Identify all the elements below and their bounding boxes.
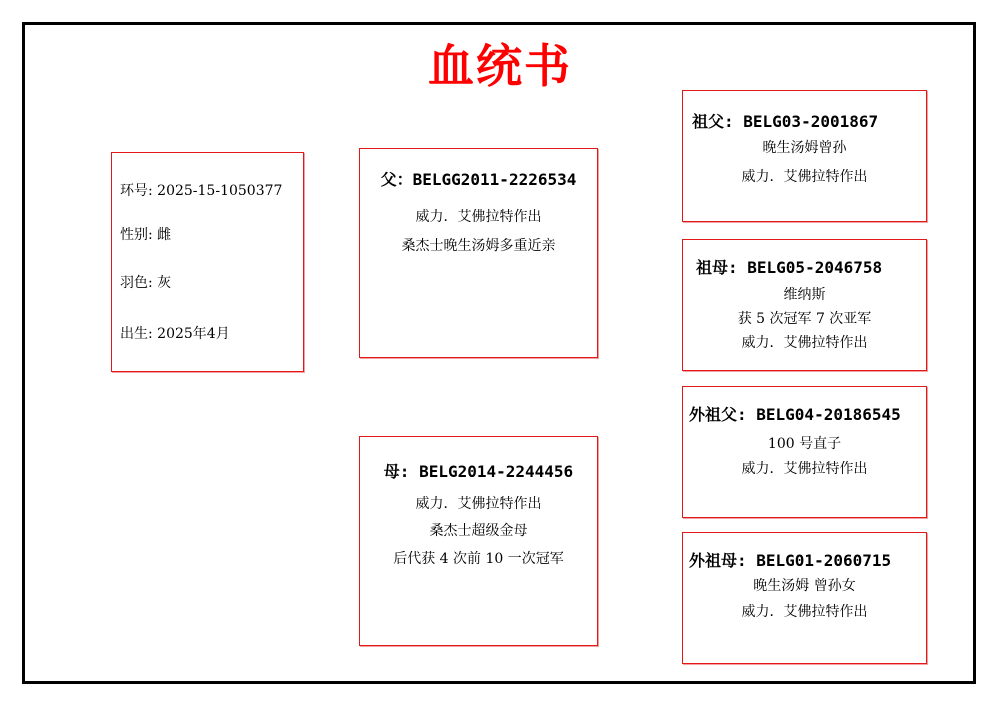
father-line: 威力．艾佛拉特作出 bbox=[415, 209, 542, 225]
mother-heading: 母: BELG2014-2244456 bbox=[383, 462, 574, 481]
paternal-grandmother-line: 威力．艾佛拉特作出 bbox=[741, 335, 868, 351]
maternal-grandfather-line: 100 号直子 bbox=[767, 436, 842, 452]
paternal-grandfather-heading: 祖父: BELG03-2001867 bbox=[692, 112, 879, 131]
paternal-grandmother-line: 维纳斯 bbox=[783, 287, 826, 303]
ring-number: 环号: 2025-15-1050377 bbox=[120, 183, 283, 199]
mother-line: 后代获 4 次前 10 一次冠军 bbox=[393, 551, 564, 567]
paternal-grandfather-line: 威力．艾佛拉特作出 bbox=[741, 169, 868, 185]
father-card bbox=[359, 148, 598, 358]
page-title: 血统书 bbox=[428, 39, 572, 93]
sex: 性别: 雌 bbox=[120, 227, 172, 243]
maternal-grandfather-line: 威力．艾佛拉特作出 bbox=[741, 461, 868, 477]
maternal-grandmother-line: 威力．艾佛拉特作出 bbox=[741, 604, 868, 620]
paternal-grandmother-line: 获 5 次冠军 7 次亚军 bbox=[737, 311, 872, 327]
birth-date: 出生: 2025年4月 bbox=[120, 326, 230, 342]
maternal-grandmother-heading: 外祖母: BELG01-2060715 bbox=[689, 551, 892, 570]
feather-color: 羽色: 灰 bbox=[120, 275, 172, 291]
maternal-grandmother-card bbox=[682, 532, 927, 664]
mother-card bbox=[359, 436, 598, 646]
mother-line: 桑杰士超级金母 bbox=[429, 523, 528, 539]
bird-info-card bbox=[111, 152, 304, 372]
maternal-grandmother-line: 晚生汤姆 曾孙女 bbox=[753, 578, 856, 594]
paternal-grandfather-card bbox=[682, 90, 927, 222]
maternal-grandfather-heading: 外祖父: BELG04-20186545 bbox=[689, 405, 901, 424]
paternal-grandmother-heading: 祖母: BELG05-2046758 bbox=[696, 258, 883, 277]
maternal-grandfather-card bbox=[682, 386, 927, 518]
paternal-grandfather-line: 晚生汤姆曾孙 bbox=[762, 140, 847, 156]
father-heading: 父：BELGG2011-2226534 bbox=[380, 170, 577, 189]
father-line: 桑杰士晚生汤姆多重近亲 bbox=[401, 238, 556, 254]
mother-line: 威力．艾佛拉特作出 bbox=[415, 496, 542, 512]
paternal-grandmother-card bbox=[682, 239, 927, 371]
